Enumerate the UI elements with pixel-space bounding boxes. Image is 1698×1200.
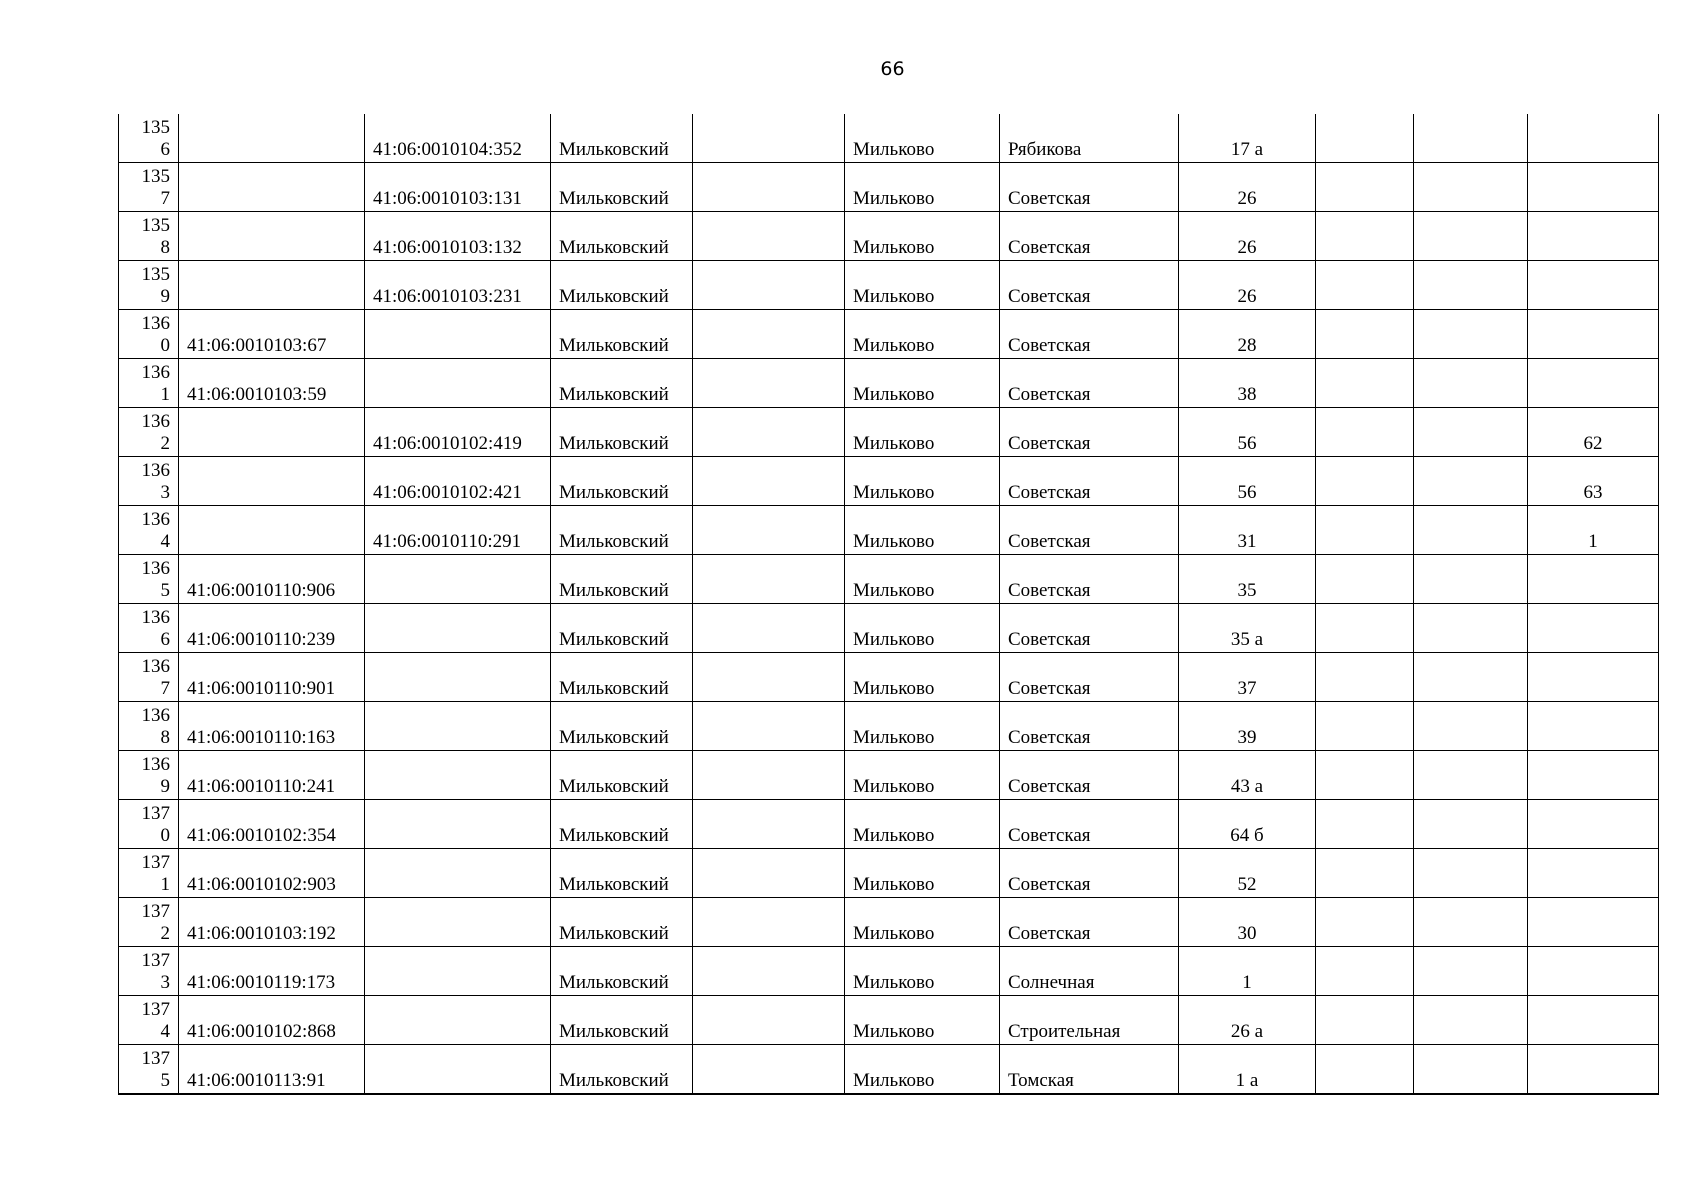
- row-number-top: 137: [141, 950, 170, 971]
- structure-cell: [1414, 996, 1528, 1045]
- row-number-top: 135: [141, 264, 170, 285]
- locality-cell: Мильково: [845, 310, 1000, 359]
- apartment-cell: [1528, 359, 1659, 408]
- row-number-top: 137: [141, 1048, 170, 1069]
- row-number-cell: [119, 996, 179, 1045]
- table-row: [119, 163, 1659, 212]
- row-number-top: 137: [141, 901, 170, 922]
- row-number-cell: [119, 702, 179, 751]
- apartment-cell: [1528, 604, 1659, 653]
- settlement-cell: [693, 555, 845, 604]
- district-cell: Мильковский: [551, 604, 693, 653]
- row-number-top: 136: [141, 460, 170, 481]
- building-cell: [1316, 604, 1414, 653]
- cadastral-building-cell: [365, 849, 551, 898]
- street-cell: Советская: [1000, 849, 1179, 898]
- structure-cell: [1414, 555, 1528, 604]
- cadastral-building-cell: [365, 555, 551, 604]
- cadastral-land-cell: [179, 408, 365, 457]
- building-cell: [1316, 653, 1414, 702]
- building-cell: [1316, 261, 1414, 310]
- row-number-bottom: 8: [160, 727, 170, 748]
- district-cell: Мильковский: [551, 408, 693, 457]
- building-cell: [1316, 849, 1414, 898]
- cadastral-building-cell: [365, 653, 551, 702]
- house-cell: 26: [1179, 212, 1316, 261]
- table-row: [119, 751, 1659, 800]
- cadastral-building-cell: [365, 947, 551, 996]
- locality-cell: Мильково: [845, 653, 1000, 702]
- row-number-top: 137: [141, 999, 170, 1020]
- settlement-cell: [693, 996, 845, 1045]
- row-number-cell: [119, 359, 179, 408]
- house-cell: 26: [1179, 163, 1316, 212]
- row-number-bottom: 3: [160, 482, 170, 503]
- settlement-cell: [693, 751, 845, 800]
- building-cell: [1316, 212, 1414, 261]
- street-cell: Советская: [1000, 359, 1179, 408]
- settlement-cell: [693, 408, 845, 457]
- apartment-cell: [1528, 261, 1659, 310]
- district-cell: Мильковский: [551, 114, 693, 163]
- cadastral-building-cell: [365, 751, 551, 800]
- structure-cell: [1414, 408, 1528, 457]
- cadastral-land-cell: 41:06:0010102:903: [179, 849, 365, 898]
- row-number-cell: [119, 408, 179, 457]
- locality-cell: Мильково: [845, 702, 1000, 751]
- apartment-cell: [1528, 163, 1659, 212]
- district-cell: Мильковский: [551, 359, 693, 408]
- row-number-bottom: 4: [160, 1021, 170, 1042]
- apartment-cell: [1528, 310, 1659, 359]
- locality-cell: Мильково: [845, 261, 1000, 310]
- district-cell: Мильковский: [551, 555, 693, 604]
- cadastral-land-cell: [179, 261, 365, 310]
- cadastral-land-cell: [179, 506, 365, 555]
- settlement-cell: [693, 506, 845, 555]
- table-row: [119, 310, 1659, 359]
- district-cell: Мильковский: [551, 310, 693, 359]
- apartment-cell: [1528, 947, 1659, 996]
- house-cell: 26: [1179, 261, 1316, 310]
- street-cell: Советская: [1000, 310, 1179, 359]
- building-cell: [1316, 114, 1414, 163]
- row-number-cell: [119, 506, 179, 555]
- district-cell: Мильковский: [551, 261, 693, 310]
- structure-cell: [1414, 947, 1528, 996]
- table-row: [119, 506, 1659, 555]
- table-row: [119, 898, 1659, 947]
- row-number-top: 136: [141, 705, 170, 726]
- apartment-cell: [1528, 849, 1659, 898]
- apartment-cell: [1528, 212, 1659, 261]
- table-row: [119, 653, 1659, 702]
- district-cell: Мильковский: [551, 702, 693, 751]
- settlement-cell: [693, 702, 845, 751]
- cadastral-land-cell: 41:06:0010102:868: [179, 996, 365, 1045]
- table-row: [119, 800, 1659, 849]
- structure-cell: [1414, 849, 1528, 898]
- structure-cell: [1414, 163, 1528, 212]
- district-cell: Мильковский: [551, 800, 693, 849]
- cadastral-land-cell: 41:06:0010103:67: [179, 310, 365, 359]
- row-number-cell: [119, 849, 179, 898]
- district-cell: Мильковский: [551, 898, 693, 947]
- table-row: [119, 849, 1659, 898]
- row-number-top: 136: [141, 558, 170, 579]
- cadastral-land-cell: 41:06:0010110:241: [179, 751, 365, 800]
- house-cell: 26 а: [1179, 996, 1316, 1045]
- building-cell: [1316, 310, 1414, 359]
- street-cell: Советская: [1000, 653, 1179, 702]
- row-number-cell: [119, 800, 179, 849]
- row-number-cell: [119, 1045, 179, 1095]
- structure-cell: [1414, 702, 1528, 751]
- table-row: [119, 457, 1659, 506]
- street-cell: Рябикова: [1000, 114, 1179, 163]
- row-number-top: 136: [141, 754, 170, 775]
- locality-cell: Мильково: [845, 212, 1000, 261]
- structure-cell: [1414, 114, 1528, 163]
- locality-cell: Мильково: [845, 457, 1000, 506]
- cadastral-land-cell: 41:06:0010102:354: [179, 800, 365, 849]
- row-number-top: 135: [141, 166, 170, 187]
- street-cell: Советская: [1000, 408, 1179, 457]
- structure-cell: [1414, 1045, 1528, 1095]
- row-number-bottom: 6: [160, 629, 170, 650]
- street-cell: Советская: [1000, 261, 1179, 310]
- row-number-bottom: 6: [160, 139, 170, 160]
- district-cell: Мильковский: [551, 212, 693, 261]
- settlement-cell: [693, 457, 845, 506]
- cadastral-land-cell: 41:06:0010103:59: [179, 359, 365, 408]
- street-cell: Советская: [1000, 555, 1179, 604]
- table-row: [119, 702, 1659, 751]
- apartment-cell: [1528, 800, 1659, 849]
- cadastral-building-cell: [365, 800, 551, 849]
- house-cell: 64 б: [1179, 800, 1316, 849]
- apartment-cell: [1528, 751, 1659, 800]
- structure-cell: [1414, 800, 1528, 849]
- street-cell: Советская: [1000, 751, 1179, 800]
- house-cell: 38: [1179, 359, 1316, 408]
- cadastral-land-cell: [179, 163, 365, 212]
- settlement-cell: [693, 849, 845, 898]
- house-cell: 37: [1179, 653, 1316, 702]
- district-cell: Мильковский: [551, 653, 693, 702]
- locality-cell: Мильково: [845, 408, 1000, 457]
- house-cell: 1 а: [1179, 1045, 1316, 1095]
- street-cell: Строительная: [1000, 996, 1179, 1045]
- row-number-bottom: 7: [160, 188, 170, 209]
- settlement-cell: [693, 359, 845, 408]
- cadastral-land-cell: 41:06:0010110:906: [179, 555, 365, 604]
- locality-cell: Мильково: [845, 996, 1000, 1045]
- settlement-cell: [693, 947, 845, 996]
- street-cell: Советская: [1000, 457, 1179, 506]
- settlement-cell: [693, 163, 845, 212]
- district-cell: Мильковский: [551, 751, 693, 800]
- settlement-cell: [693, 604, 845, 653]
- structure-cell: [1414, 751, 1528, 800]
- building-cell: [1316, 163, 1414, 212]
- house-cell: 31: [1179, 506, 1316, 555]
- building-cell: [1316, 751, 1414, 800]
- settlement-cell: [693, 310, 845, 359]
- row-number-cell: [119, 947, 179, 996]
- row-number-bottom: 7: [160, 678, 170, 699]
- street-cell: Советская: [1000, 212, 1179, 261]
- table-row: [119, 408, 1659, 457]
- settlement-cell: [693, 800, 845, 849]
- street-cell: Советская: [1000, 604, 1179, 653]
- page-number: 66: [880, 58, 905, 80]
- settlement-cell: [693, 653, 845, 702]
- table-row: [119, 996, 1659, 1045]
- cadastral-building-cell: [365, 359, 551, 408]
- house-cell: 52: [1179, 849, 1316, 898]
- table-row: [119, 947, 1659, 996]
- settlement-cell: [693, 212, 845, 261]
- row-number-top: 135: [141, 215, 170, 236]
- building-cell: [1316, 457, 1414, 506]
- structure-cell: [1414, 261, 1528, 310]
- locality-cell: Мильково: [845, 849, 1000, 898]
- house-cell: 35: [1179, 555, 1316, 604]
- apartment-cell: [1528, 702, 1659, 751]
- apartment-cell: [1528, 114, 1659, 163]
- district-cell: Мильковский: [551, 1045, 693, 1095]
- house-cell: 17 а: [1179, 114, 1316, 163]
- structure-cell: [1414, 653, 1528, 702]
- apartment-cell: [1528, 653, 1659, 702]
- row-number-cell: [119, 604, 179, 653]
- house-cell: 43 а: [1179, 751, 1316, 800]
- row-number-cell: [119, 261, 179, 310]
- building-cell: [1316, 1045, 1414, 1095]
- cadastral-building-cell: 41:06:0010104:352: [365, 114, 551, 163]
- table-row: [119, 212, 1659, 261]
- house-cell: 56: [1179, 457, 1316, 506]
- cadastral-building-cell: 41:06:0010102:421: [365, 457, 551, 506]
- structure-cell: [1414, 604, 1528, 653]
- locality-cell: Мильково: [845, 800, 1000, 849]
- table-row: [119, 604, 1659, 653]
- cadastral-building-cell: 41:06:0010103:132: [365, 212, 551, 261]
- district-cell: Мильковский: [551, 163, 693, 212]
- table-row: [119, 1045, 1659, 1095]
- cadastral-land-cell: 41:06:0010110:163: [179, 702, 365, 751]
- row-number-cell: [119, 114, 179, 163]
- row-number-bottom: 5: [160, 1070, 170, 1091]
- cadastral-land-cell: 41:06:0010113:91: [179, 1045, 365, 1095]
- row-number-cell: [119, 555, 179, 604]
- street-cell: Солнечная: [1000, 947, 1179, 996]
- address-registry-table: [118, 114, 1659, 1095]
- cadastral-land-cell: 41:06:0010110:901: [179, 653, 365, 702]
- locality-cell: Мильково: [845, 114, 1000, 163]
- row-number-top: 136: [141, 362, 170, 383]
- cadastral-land-cell: 41:06:0010103:192: [179, 898, 365, 947]
- structure-cell: [1414, 457, 1528, 506]
- locality-cell: Мильково: [845, 359, 1000, 408]
- registry-body: [119, 114, 1659, 1094]
- apartment-cell: [1528, 996, 1659, 1045]
- structure-cell: [1414, 310, 1528, 359]
- structure-cell: [1414, 212, 1528, 261]
- row-number-top: 136: [141, 411, 170, 432]
- settlement-cell: [693, 114, 845, 163]
- cadastral-land-cell: 41:06:0010110:239: [179, 604, 365, 653]
- house-cell: 30: [1179, 898, 1316, 947]
- table-row: [119, 359, 1659, 408]
- district-cell: Мильковский: [551, 996, 693, 1045]
- row-number-cell: [119, 898, 179, 947]
- cadastral-building-cell: [365, 604, 551, 653]
- apartment-cell: 63: [1528, 457, 1659, 506]
- row-number-cell: [119, 457, 179, 506]
- district-cell: Мильковский: [551, 849, 693, 898]
- table-row: [119, 555, 1659, 604]
- row-number-top: 136: [141, 656, 170, 677]
- cadastral-building-cell: [365, 1045, 551, 1095]
- row-number-bottom: 2: [160, 923, 170, 944]
- apartment-cell: [1528, 1045, 1659, 1095]
- house-cell: 1: [1179, 947, 1316, 996]
- locality-cell: Мильково: [845, 555, 1000, 604]
- district-cell: Мильковский: [551, 457, 693, 506]
- cadastral-land-cell: [179, 457, 365, 506]
- street-cell: Советская: [1000, 800, 1179, 849]
- building-cell: [1316, 898, 1414, 947]
- row-number-top: 136: [141, 509, 170, 530]
- apartment-cell: 1: [1528, 506, 1659, 555]
- locality-cell: Мильково: [845, 506, 1000, 555]
- cadastral-land-cell: [179, 114, 365, 163]
- row-number-top: 137: [141, 852, 170, 873]
- locality-cell: Мильково: [845, 604, 1000, 653]
- house-cell: 39: [1179, 702, 1316, 751]
- district-cell: Мильковский: [551, 947, 693, 996]
- row-number-bottom: 0: [160, 825, 170, 846]
- structure-cell: [1414, 506, 1528, 555]
- row-number-top: 136: [141, 607, 170, 628]
- apartment-cell: 62: [1528, 408, 1659, 457]
- cadastral-building-cell: 41:06:0010103:131: [365, 163, 551, 212]
- row-number-bottom: 4: [160, 531, 170, 552]
- cadastral-building-cell: [365, 996, 551, 1045]
- cadastral-land-cell: [179, 212, 365, 261]
- cadastral-building-cell: 41:06:0010103:231: [365, 261, 551, 310]
- table-row: [119, 114, 1659, 163]
- cadastral-building-cell: [365, 310, 551, 359]
- settlement-cell: [693, 898, 845, 947]
- building-cell: [1316, 800, 1414, 849]
- row-number-bottom: 0: [160, 335, 170, 356]
- locality-cell: Мильково: [845, 1045, 1000, 1095]
- row-number-bottom: 8: [160, 237, 170, 258]
- building-cell: [1316, 947, 1414, 996]
- cadastral-building-cell: [365, 702, 551, 751]
- row-number-cell: [119, 212, 179, 261]
- apartment-cell: [1528, 555, 1659, 604]
- row-number-bottom: 9: [160, 286, 170, 307]
- row-number-bottom: 2: [160, 433, 170, 454]
- locality-cell: Мильково: [845, 751, 1000, 800]
- street-cell: Советская: [1000, 506, 1179, 555]
- cadastral-building-cell: [365, 898, 551, 947]
- settlement-cell: [693, 1045, 845, 1095]
- locality-cell: Мильково: [845, 898, 1000, 947]
- district-cell: Мильковский: [551, 506, 693, 555]
- cadastral-building-cell: 41:06:0010102:419: [365, 408, 551, 457]
- row-number-cell: [119, 653, 179, 702]
- row-number-cell: [119, 310, 179, 359]
- row-number-bottom: 3: [160, 972, 170, 993]
- row-number-top: 136: [141, 313, 170, 334]
- house-cell: 35 а: [1179, 604, 1316, 653]
- structure-cell: [1414, 359, 1528, 408]
- building-cell: [1316, 555, 1414, 604]
- cadastral-land-cell: 41:06:0010119:173: [179, 947, 365, 996]
- settlement-cell: [693, 261, 845, 310]
- building-cell: [1316, 506, 1414, 555]
- house-cell: 56: [1179, 408, 1316, 457]
- building-cell: [1316, 359, 1414, 408]
- structure-cell: [1414, 898, 1528, 947]
- street-cell: Советская: [1000, 163, 1179, 212]
- locality-cell: Мильково: [845, 163, 1000, 212]
- row-number-cell: [119, 163, 179, 212]
- table-row: [119, 261, 1659, 310]
- apartment-cell: [1528, 898, 1659, 947]
- row-number-top: 137: [141, 803, 170, 824]
- locality-cell: Мильково: [845, 947, 1000, 996]
- row-number-bottom: 9: [160, 776, 170, 797]
- street-cell: Советская: [1000, 702, 1179, 751]
- row-number-cell: [119, 751, 179, 800]
- building-cell: [1316, 996, 1414, 1045]
- street-cell: Советская: [1000, 898, 1179, 947]
- building-cell: [1316, 702, 1414, 751]
- cadastral-building-cell: 41:06:0010110:291: [365, 506, 551, 555]
- row-number-bottom: 1: [160, 384, 170, 405]
- row-number-bottom: 5: [160, 580, 170, 601]
- building-cell: [1316, 408, 1414, 457]
- street-cell: Томская: [1000, 1045, 1179, 1095]
- house-cell: 28: [1179, 310, 1316, 359]
- row-number-bottom: 1: [160, 874, 170, 895]
- row-number-top: 135: [141, 117, 170, 138]
